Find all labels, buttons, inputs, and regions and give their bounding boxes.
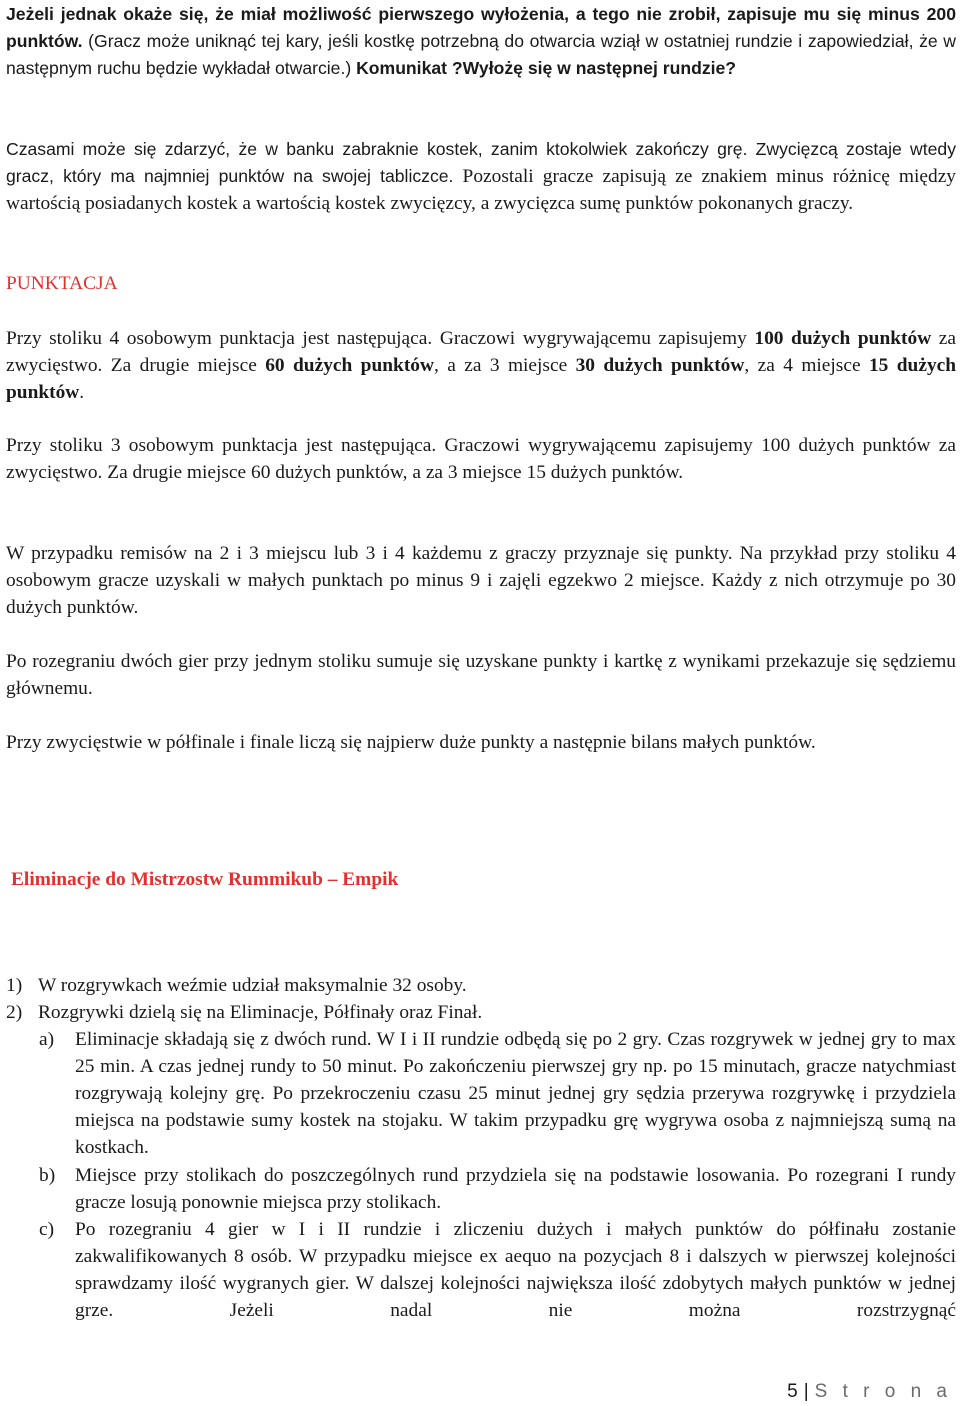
- scoring-3-player-paragraph: [6, 432, 956, 486]
- final-paragraph: Przy zwycięstwie w półfinale i finale liczą się najpierw duże punkty a następnie bilans małych punktów.: [6, 732, 816, 753]
- list-marker-c: c): [39, 1219, 55, 1240]
- p4-text-1: Przy stoliku 4 osobowym punktacja jest następująca.: [6, 328, 433, 349]
- heading-eliminacje: Eliminacje do Mistrzostw Rummikub – Empik: [11, 869, 399, 890]
- p4-text-2: Graczowi wygrywającemu zapisujemy: [432, 328, 755, 349]
- c-text-3: W dalszej kolejności największa ilość zdobytych małych punktów w jednej grze.: [75, 1273, 957, 1321]
- remis-text-3: Każdy z nich otrzymuje po 30 dużych punktów.: [6, 570, 956, 618]
- list-item-b: [75, 1162, 956, 1216]
- p4-text-6: 60 dużych punktów: [265, 355, 434, 376]
- p4-text-4: za zwycięstwo.: [6, 328, 956, 376]
- a-text-6: Po przekroczeniu czasu 25 minut jednej gry sędzia przerywa rozgrywkę i przydziela miejsca na podstawie sumy kostek na stojaku.: [75, 1083, 956, 1131]
- footer-label: S t r o n a: [814, 1381, 952, 1402]
- list-item-c: [75, 1216, 956, 1324]
- list-item-a: [75, 1026, 956, 1161]
- p4-text-3: 100 dużych punktów: [754, 328, 932, 349]
- bank-paragraph: [6, 136, 956, 217]
- a-text-3: Czas rozgrywek w jednej gry to max 25 min.: [75, 1029, 956, 1077]
- c-text-4: Jeżeli nadal nie można rozstrzygnąć: [113, 1300, 956, 1321]
- remis-text-1: W przypadku remisów na 2 i 3 miejscu lub 3 i 4 każdemu z graczy przyznaje się punkty.: [6, 543, 733, 564]
- list-marker-1: 1): [6, 975, 23, 996]
- list-marker-b: b): [39, 1165, 56, 1186]
- p4-text-8: 30 dużych punktów: [575, 355, 745, 376]
- p4-text-11: .: [79, 382, 85, 403]
- b-text-1: Miejsce przy stolikach do poszczególnych rund przydziela się na podstawie losowania.: [75, 1165, 780, 1186]
- bank-text-2: Zwycięzcą zostaje wtedy gracz, który ma najmniej punktów na swojej tabliczce.: [6, 139, 956, 186]
- footer-separator: |: [803, 1381, 809, 1402]
- b-text-2: Po rozegrani I rundy gracze losują ponownie miejsca przy stolikach.: [75, 1165, 957, 1213]
- heading-punktacja: PUNKTACJA: [6, 273, 118, 294]
- intro-paragraph: [6, 1, 956, 82]
- p4-text-9: , za 4 miejsce: [744, 355, 869, 376]
- p3-text-3: Za drugie miejsce 60 dużych punktów, a za 3 miejsce 15 dużych punktów.: [102, 462, 684, 483]
- remis-text-2: Na przykład przy stoliku 4 osobowym gracze uzyskali w małych punktach po minus 9 i zajęli egzekwo 2 miejsce.: [6, 543, 956, 591]
- c-text-1: Po rozegraniu 4 gier w I i II rundzie i zliczeniu dużych i małych punktów do półfinału zostanie zakwalifikowanych 8 osób.: [75, 1219, 956, 1267]
- a-text-4: A czas jednej rundy to 50 minut.: [135, 1056, 398, 1077]
- p3-text-1: Przy stoliku 3 osobowym punktacja jest następująca.: [6, 435, 437, 456]
- a-text-7: W takim przypadku grę wygrywa osoba z najmniejszą sumą na kostkach.: [75, 1110, 957, 1158]
- intro-text-1: Jeżeli jednak okaże się, że miał możliwość pierwszego wyłożenia, a tego nie zrobił, zapisuje mu się minus 200 punktów.: [6, 4, 956, 51]
- p4-text-10: 15 dużych punktów: [6, 355, 957, 403]
- sum-paragraph: Po rozegraniu dwóch gier przy jednym stoliku sumuje się uzyskane punkty i kartkę z wynikami przekazuje się sędziemu głównemu.: [6, 651, 956, 699]
- a-text-2: W I i II rundzie odbędą się po 2 gry.: [371, 1029, 663, 1050]
- c-text-2: W przypadku miejsce ex aequo na pozycjach 8 i dalszych w pierwszej kolejności sprawdzamy ilość wygranych gier.: [75, 1246, 957, 1294]
- bank-text-3: Pozostali gracze zapisują ze znakiem minus różnicę między wartością posiadanych kostek a wartością kostek zwycięzcy, a zwycięzca sumę punktów pokonanych graczy.: [6, 166, 957, 214]
- list-item-1: W rozgrywkach weźmie udział maksymalnie 32 osoby.: [38, 975, 467, 996]
- intro-text-2: (Gracz może uniknąć tej kary, jeśli kostkę potrzebną do otwarcia wziął w ostatniej rundzie i zapowiedział, że w następnym ruchu będzie wykładał otwarcie.): [6, 31, 956, 78]
- list-marker-2: 2): [6, 1002, 23, 1023]
- scoring-4-player-paragraph: [6, 325, 956, 406]
- intro-text-3: Komunikat ?Wyłożę się w następnej rundzie?: [356, 58, 737, 78]
- bank-text-1: Czasami może się zdarzyć, że w banku zabraknie kostek, zanim ktokolwiek zakończy grę.: [6, 139, 748, 159]
- p4-text-5: Za drugie miejsce: [102, 355, 266, 376]
- page-footer: [787, 1381, 952, 1403]
- list-item-2: Rozgrywki dzielą się na Eliminacje, Półfinały oraz Finał.: [38, 1002, 483, 1023]
- tie-paragraph: [6, 540, 956, 621]
- p4-text-7: , a za 3 miejsce: [433, 355, 576, 376]
- p3-text-2: Graczowi wygrywającemu zapisujemy 100 dużych punktów za zwycięstwo.: [6, 435, 956, 483]
- a-text-1: Eliminacje składają się z dwóch rund.: [75, 1029, 372, 1050]
- list-marker-a: a): [39, 1029, 55, 1050]
- a-text-5: Po zakończeniu pierwszej gry np. po 15 minutach, gracze natychmiast rozgrywają kolejny grę.: [75, 1056, 956, 1104]
- page-number: 5: [787, 1381, 798, 1402]
